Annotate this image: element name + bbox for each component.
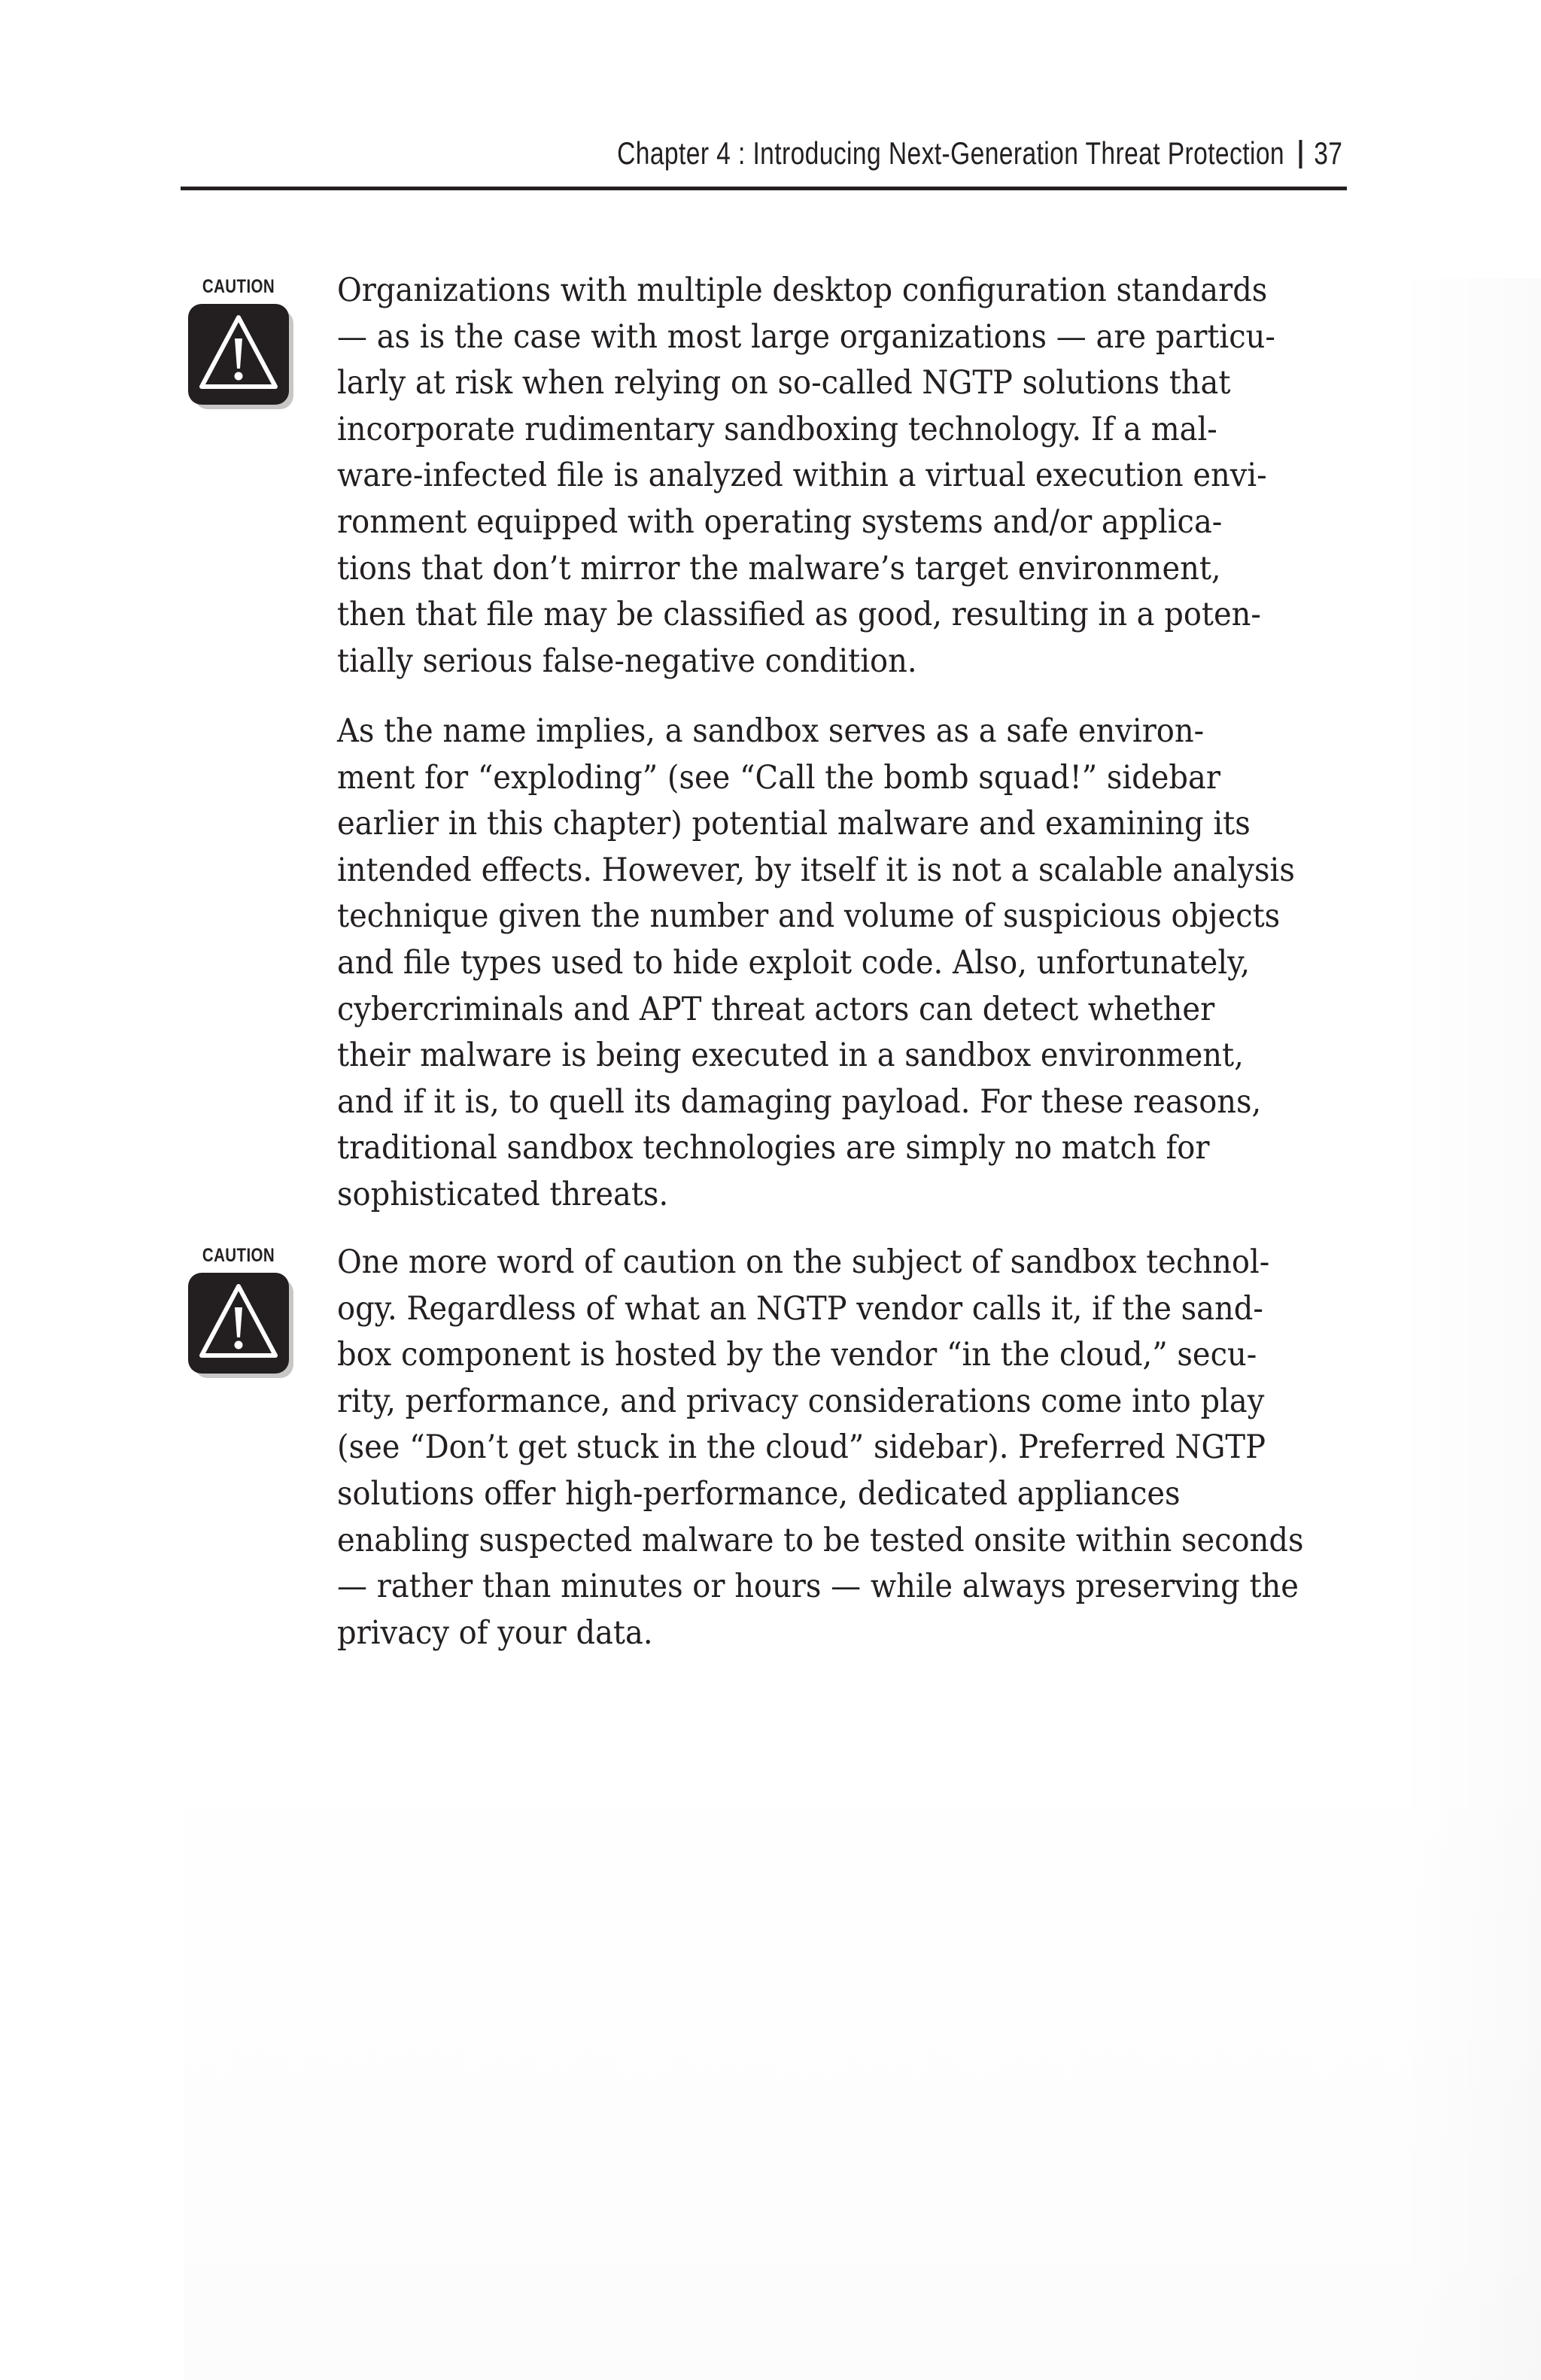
text-line: tions that don’t mirror the malware’s target environment,	[337, 549, 1221, 587]
text-line: Organizations with multiple desktop configuration standards	[337, 272, 1268, 309]
text-line: rity, performance, and privacy considerations come into play	[337, 1382, 1265, 1420]
scan-shading-bottom	[184, 1692, 1541, 2380]
paragraph-caution-desktop-configurations	[337, 268, 1345, 685]
text-line: their malware is being executed in a sandbox environment,	[337, 1037, 1244, 1075]
text-line: incorporate rudimentary sandboxing technology. If a mal-	[337, 410, 1217, 448]
text-line: sophisticated threats.	[337, 1175, 669, 1213]
text-line: ronment equipped with operating systems and/or applica-	[337, 502, 1223, 541]
paragraph-caution-cloud-sandbox	[337, 1240, 1345, 1656]
caution-callout-2	[187, 1245, 299, 1381]
text-line: — as is the case with most large organizations — are particu-	[337, 317, 1275, 356]
paragraph-sandbox-limitations	[337, 709, 1345, 1219]
text-line: traditional sandbox technologies are simply no match for	[337, 1129, 1210, 1167]
caution-label: CAUTION	[202, 1245, 275, 1266]
text-line: One more word of caution on the subject of sandbox technol-	[337, 1243, 1270, 1281]
header-separator	[1299, 140, 1302, 168]
running-header	[181, 134, 1347, 190]
header-text	[617, 135, 1342, 172]
text-line: ware-infected file is analyzed within a virtual execution envi-	[337, 457, 1267, 495]
caution-callout-1	[187, 276, 299, 412]
text-line: As the name implies, a sandbox serves as a safe environ-	[337, 712, 1205, 750]
caution-label: CAUTION	[202, 276, 275, 297]
text-line: cybercriminals and APT threat actors can detect whether	[337, 990, 1215, 1028]
warning-triangle-icon	[187, 302, 296, 412]
text-line: tially serious false-negative condition.	[337, 642, 917, 680]
page-number: 37	[1313, 135, 1342, 171]
text-line: ment for “exploding” (see “Call the bomb squad!” sidebar	[337, 758, 1220, 797]
text-line: technique given the number and volume of suspicious objects	[337, 897, 1281, 936]
text-line: ogy. Regardless of what an NGTP vendor calls it, if the sand-	[337, 1289, 1263, 1328]
text-line: then that file may be classified as good, resulting in a poten-	[337, 596, 1261, 634]
text-line: and if it is, to quell its damaging payload. For these reasons,	[337, 1082, 1262, 1121]
text-line: and file types used to hide exploit code. Also, unfortunately,	[337, 943, 1251, 982]
text-line: privacy of your data.	[337, 1613, 653, 1652]
text-line: enabling suspected malware to be tested onsite within seconds	[337, 1521, 1304, 1559]
text-line: solutions offer high-performance, dedicated appliances	[337, 1474, 1181, 1513]
text-line: box component is hosted by the vendor “in the cloud,” secu-	[337, 1336, 1257, 1374]
warning-triangle-icon	[187, 1271, 296, 1381]
text-line: earlier in this chapter) potential malware and examining its	[337, 805, 1251, 843]
text-line: — rather than minutes or hours — while always preserving the	[337, 1568, 1299, 1606]
text-line: intended effects. However, by itself it is not a scalable analysis	[337, 851, 1295, 889]
chapter-title: Chapter 4 : Introducing Next-Generation Threat Protection	[616, 135, 1284, 171]
text-line: (see “Don’t get stuck in the cloud” sidebar). Preferred NGTP	[337, 1428, 1266, 1467]
text-line: larly at risk when relying on so-called NGTP solutions that	[337, 364, 1231, 402]
